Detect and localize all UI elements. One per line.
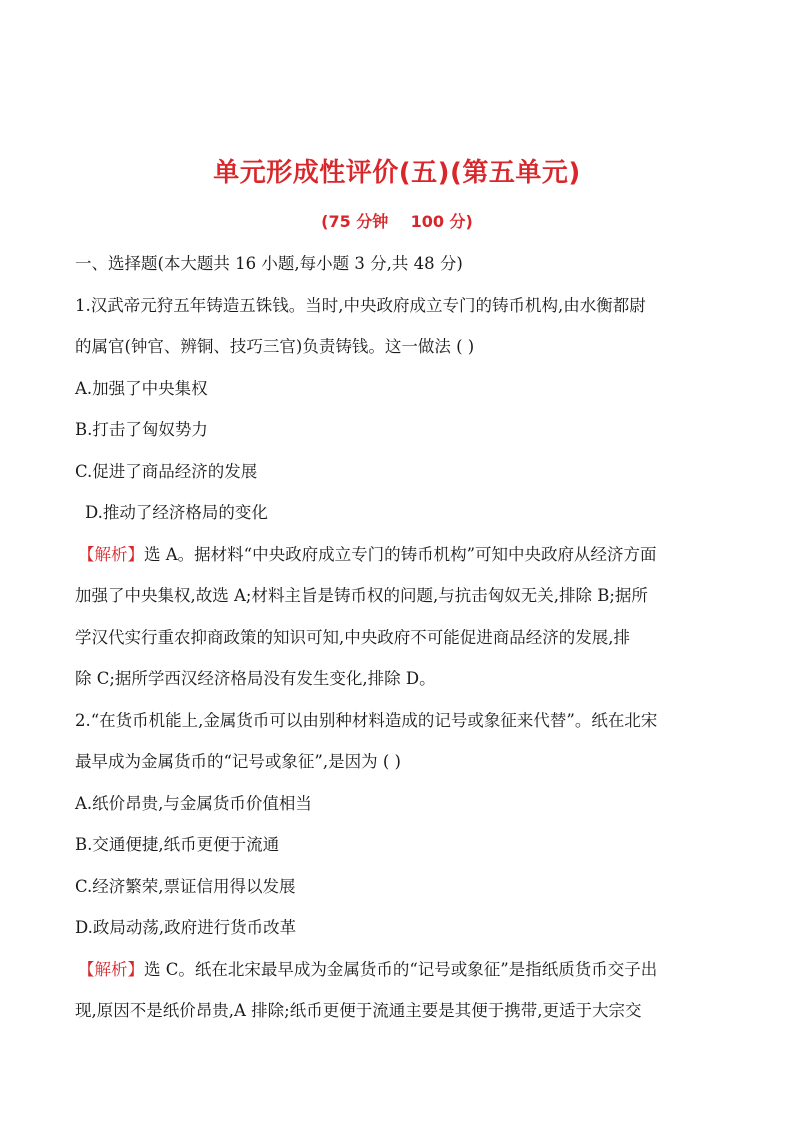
analysis-tag: 【解析】	[78, 959, 144, 979]
analysis-line	[75, 956, 723, 983]
option-b: B.打击了匈奴势力	[75, 420, 208, 439]
document-body	[75, 250, 723, 1039]
analysis-line: 除 C;据所学西汉经济格局没有发生变化,排除 D。	[75, 669, 436, 688]
question-stem-line: 的属官(钟官、辨铜、技巧三官)负责铸钱。这一做法 ( )	[75, 337, 475, 356]
analysis-line: 加强了中央集权,故选 A;材料主旨是铸币权的问题,与抗击匈奴无关,排除 B;据所	[75, 586, 648, 605]
option-c: C.促进了商品经济的发展	[75, 461, 258, 481]
question-stem-line: 1.汉武帝元狩五年铸造五铢钱。当时,中央政府成立专门的铸币机构,由水衡都尉	[75, 295, 646, 315]
page-title: 单元形成性评价(五)(第五单元)	[213, 158, 581, 188]
question-1	[75, 292, 723, 693]
option-d: D.推动了经济格局的变化	[85, 503, 268, 522]
question-stem-line: 2.“在货币机能上,金属货币可以由别种材料造成的记号或象征来代替”。纸在北宋	[75, 710, 658, 730]
option-b: B.交通便捷,纸币更便于流通	[75, 835, 280, 854]
option-c: C.经济繁荣,票证信用得以发展	[75, 876, 296, 896]
analysis-text: 选 C。纸在北宋最早成为金属货币的“记号或象征”是指纸质货币交子出	[144, 959, 658, 979]
option-a: A.纸价昂贵,与金属货币价值相当	[75, 793, 312, 813]
question-2	[75, 707, 723, 1025]
question-stem-line: 最早成为金属货币的“记号或象征”,是因为 ( )	[75, 752, 401, 771]
option-d: D.政局动荡,政府进行货币改革	[75, 918, 297, 937]
analysis-line	[75, 541, 723, 568]
option-a: A.加强了中央集权	[75, 378, 208, 398]
analysis-text: 选 A。据材料“中央政府成立专门的铸币机构”可知中央政府从经济方面	[144, 544, 657, 564]
analysis-line: 现,原因不是纸价昂贵,A 排除;纸币更便于流通主要是其便于携带,更适于大宗交	[75, 1001, 642, 1020]
exam-duration-score: (75 分钟 100 分)	[321, 212, 473, 231]
section-heading: 一、选择题(本大题共 16 小题,每小题 3 分,共 48 分)	[75, 254, 463, 273]
analysis-tag: 【解析】	[78, 544, 144, 564]
analysis-line: 学汉代实行重农抑商政策的知识可知,中央政府不可能促进商品经济的发展,排	[75, 627, 630, 647]
